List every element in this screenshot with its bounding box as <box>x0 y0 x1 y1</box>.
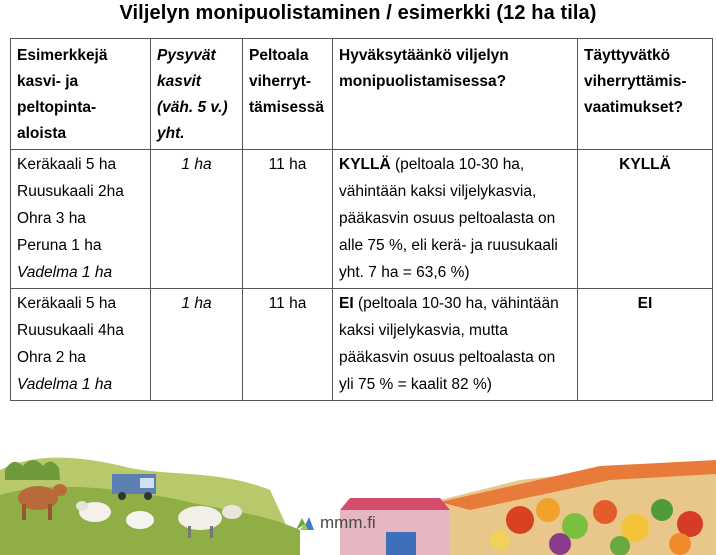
requirements-met-cell: KYLLÄ <box>578 150 713 289</box>
table-row <box>11 289 713 401</box>
accepted-cell <box>333 150 578 289</box>
crop-list-cell <box>11 150 151 289</box>
accepted-cell <box>333 289 578 401</box>
verdict-explanation: (peltoala 10-30 ha, vähintään kaksi viljelykasvia, pääkasvin osuus peltoalasta on alle 75 %, eli kerä- ja ruusukaali yht. 7 ha = 63,6 %) <box>339 156 558 281</box>
header-field-area: Peltoala viherryt-tämisessä <box>243 39 333 150</box>
verdict-explanation: (peltoala 10-30 ha, vähintään kaksi viljelykasvia, mutta pääkasvin osuus peltoalasta on yli 75 % = kaalit 82 %) <box>339 295 559 393</box>
permanent-crops-cell: 1 ha <box>151 289 243 401</box>
mmm-leaf-logo-icon <box>294 514 316 532</box>
page-title: Viljelyn monipuolistaminen / esimerkki (12 ha tila) <box>119 2 597 24</box>
mmm-logo[interactable] <box>294 513 376 533</box>
header-crop-examples: Esimerkkejä kasvi- ja peltopinta-aloista <box>11 39 151 150</box>
requirements-met-cell: EI <box>578 289 713 401</box>
crop-item: Ruusukaali 2ha <box>17 183 124 200</box>
crop-item: Keräkaali 5 ha <box>17 295 117 312</box>
crop-list-cell <box>11 289 151 401</box>
verdict-label: EI <box>339 295 354 312</box>
table-row <box>11 150 713 289</box>
crop-item: Peruna 1 ha <box>17 237 102 254</box>
header-accepted: Hyväksytäänkö viljelyn monipuolistamisessa? <box>333 39 578 150</box>
footer-illustration <box>0 440 716 555</box>
crop-item-permanent: Vadelma 1 ha <box>17 264 113 281</box>
verdict-label: KYLLÄ <box>339 156 391 173</box>
crop-item: Ohra 3 ha <box>17 210 86 227</box>
crop-item: Keräkaali 5 ha <box>17 156 117 173</box>
farm-market-illustration <box>0 440 716 555</box>
header-requirements-met: Täyttyvätkö viherryttämis-vaatimukset? <box>578 39 713 150</box>
header-permanent-crops: Pysyvät kasvit (väh. 5 v.) yht. <box>151 39 243 150</box>
field-area-cell: 11 ha <box>243 150 333 289</box>
table-header-row <box>11 39 713 150</box>
permanent-crops-cell: 1 ha <box>151 150 243 289</box>
field-area-cell: 11 ha <box>243 289 333 401</box>
crop-item: Ruusukaali 4ha <box>17 322 124 339</box>
logo-text: mmm.fi <box>320 513 376 532</box>
crop-item: Ohra 2 ha <box>17 349 86 366</box>
crop-item-permanent: Vadelma 1 ha <box>17 376 113 393</box>
diversification-table <box>10 38 713 401</box>
